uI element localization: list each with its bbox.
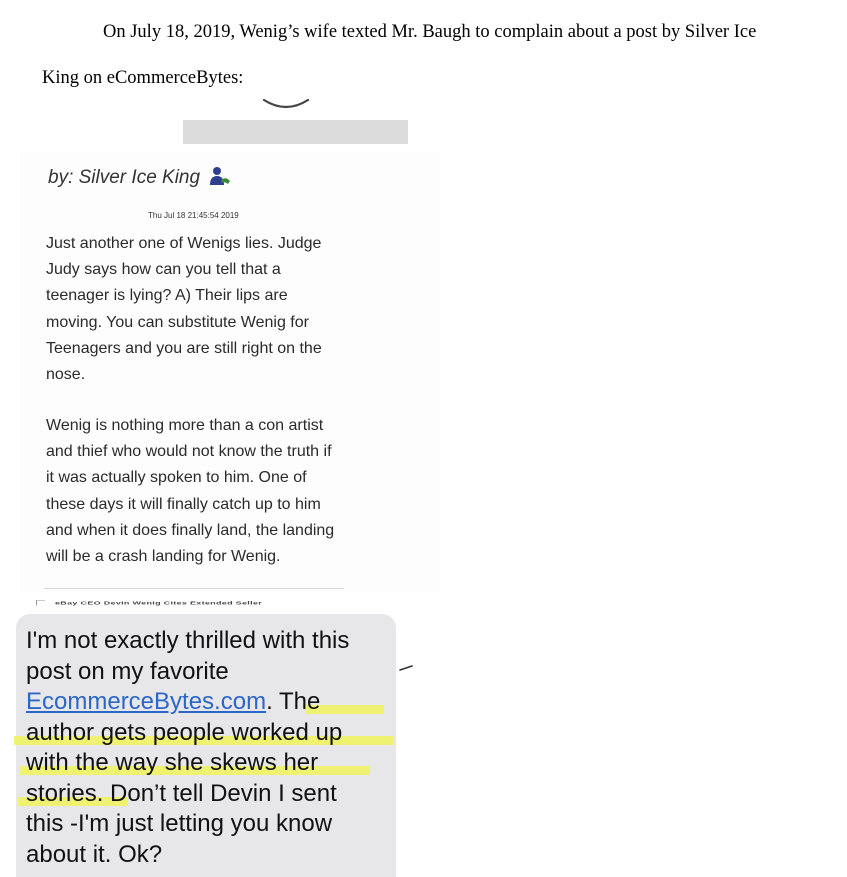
- post-line: moving. You can substitute Wenig for: [46, 313, 309, 331]
- message-line: [26, 840, 349, 871]
- post-line: and when it does finally land, the landing: [46, 521, 335, 539]
- curve-mark: [262, 96, 312, 112]
- post-line: Teenagers and you are still right on the: [46, 339, 322, 357]
- post-paragraph-1: [46, 231, 322, 388]
- post-line: these days it will finally catch up to him: [46, 495, 321, 513]
- pen-mark: [399, 664, 413, 672]
- post-timestamp: Thu Jul 18 21:45:54 2019: [148, 211, 239, 220]
- intro-text-line-2: King on eCommerceBytes:: [42, 68, 244, 88]
- post-author: [48, 166, 231, 189]
- message-text: post on my favorite: [26, 657, 229, 685]
- message-text: . The: [266, 688, 321, 715]
- message-line: [26, 779, 349, 810]
- message-line: [26, 718, 349, 749]
- message-text: about it. Ok?: [26, 840, 163, 868]
- cut-off-article-title: [36, 600, 262, 606]
- ecommercebytes-link[interactable]: EcommerceBytes.com: [26, 688, 267, 715]
- message-line: [26, 809, 349, 840]
- post-line: Just another one of Wenigs lies. Judge: [46, 235, 322, 252]
- cut-off-article-text: eBay CEO Devin Wenig Cites Extended Seller: [55, 600, 262, 606]
- message-line: [26, 687, 349, 718]
- message-text: stories. Don’t tell Devin I sent: [26, 779, 337, 807]
- post-author-label: by: Silver Ice King: [48, 167, 201, 188]
- post-divider: [44, 588, 344, 589]
- message-text: this -I'm just letting you know: [26, 810, 333, 837]
- intro-text-line-1: On July 18, 2019, Wenig’s wife texted Mr. Baugh to complain about a post by Silver Ice: [103, 22, 757, 42]
- message-text: author gets people worked up: [26, 718, 343, 746]
- post-line: and thief who would not know the truth if: [46, 443, 332, 461]
- text-message-body: [26, 626, 349, 870]
- redaction-bar: [183, 120, 408, 144]
- post-line: Judy says how can you tell that a: [46, 261, 281, 279]
- message-line: [26, 657, 349, 688]
- message-text: I'm not exactly thrilled with this: [26, 627, 350, 654]
- post-paragraph-2: [46, 413, 334, 570]
- message-line: [26, 748, 349, 779]
- message-text: with the way she skews her: [26, 749, 319, 776]
- post-line: it was actually spoken to him. One of: [46, 469, 307, 487]
- post-line: will be a crash landing for Wenig.: [46, 548, 281, 566]
- post-line: teenager is lying? A) Their lips are: [46, 287, 288, 305]
- person-icon: [209, 166, 231, 186]
- message-line: [26, 626, 349, 657]
- post-line: Wenig is nothing more than a con artist: [46, 417, 324, 434]
- document-icon: [36, 600, 45, 606]
- text-message-bubble: [16, 614, 396, 877]
- post-line: nose.: [46, 366, 86, 384]
- forum-post-screenshot: [20, 152, 440, 592]
